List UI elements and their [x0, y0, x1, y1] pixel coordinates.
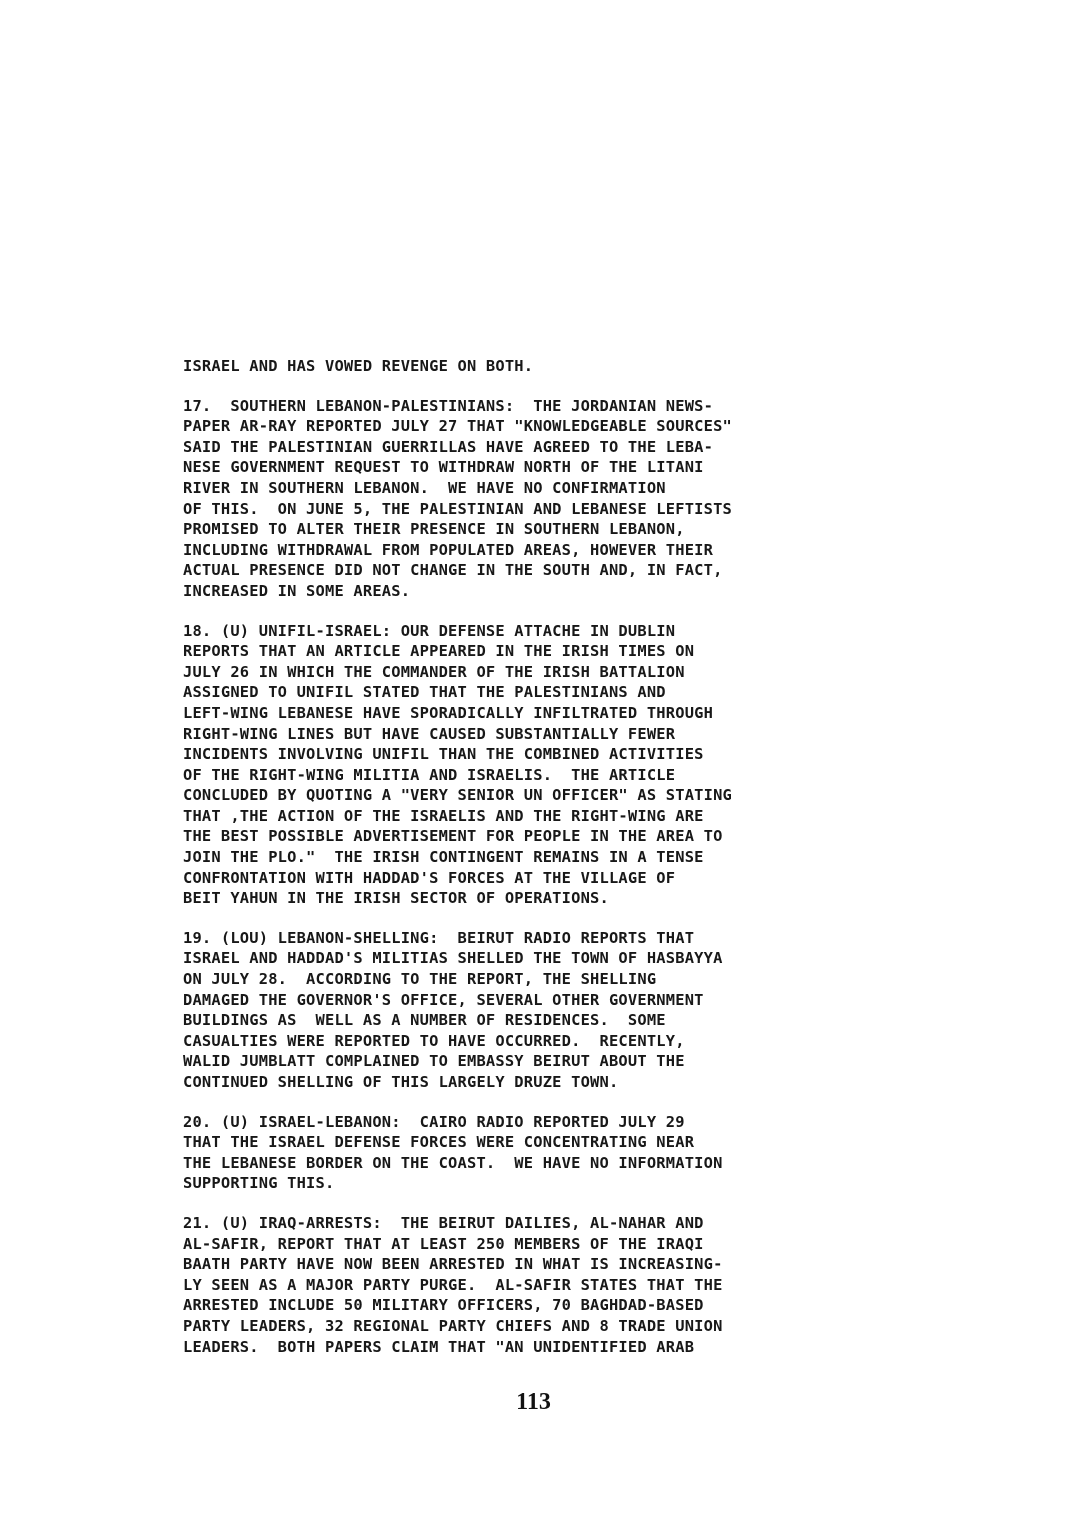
text-line: RIVER IN SOUTHERN LEBANON. WE HAVE NO CONFIRMATION	[183, 478, 666, 497]
text-line: THAT THE ISRAEL DEFENSE FORCES WERE CONCENTRATING NEAR	[183, 1133, 695, 1152]
text-line: 19. (LOU) LEBANON-SHELLING: BEIRUT RADIO REPORTS THAT	[183, 928, 695, 947]
text-line: BUILDINGS AS WELL AS A NUMBER OF RESIDENCES. SOME	[183, 1011, 666, 1030]
paragraph	[183, 928, 873, 1093]
text-line: 18. (U) UNIFIL-ISRAEL: OUR DEFENSE ATTACHE IN DUBLIN	[183, 621, 676, 640]
text-line: ASSIGNED TO UNIFIL STATED THAT THE PALESTINIANS AND	[183, 683, 666, 702]
text-line: 17. SOUTHERN LEBANON-PALESTINIANS: THE JORDANIAN NEWS-	[183, 396, 714, 415]
text-line: BAATH PARTY HAVE NOW BEEN ARRESTED IN WHAT IS INCREASING-	[183, 1255, 723, 1274]
text-line: REPORTS THAT AN ARTICLE APPEARED IN THE IRISH TIMES ON	[183, 642, 695, 661]
text-line: OF THIS. ON JUNE 5, THE PALESTINIAN AND LEBANESE LEFTISTS	[183, 499, 733, 518]
text-line: PARTY LEADERS, 32 REGIONAL PARTY CHIEFS AND 8 TRADE UNION	[183, 1316, 723, 1335]
text-line: ON JULY 28. ACCORDING TO THE REPORT, THE SHELLING	[183, 970, 657, 989]
text-line: INCREASED IN SOME AREAS.	[183, 581, 411, 600]
text-line: THE LEBANESE BORDER ON THE COAST. WE HAVE NO INFORMATION	[183, 1153, 723, 1172]
text-line: LEADERS. BOTH PAPERS CLAIM THAT "AN UNIDENTIFIED ARAB	[183, 1337, 695, 1356]
text-line: ACTUAL PRESENCE DID NOT CHANGE IN THE SOUTH AND, IN FACT,	[183, 561, 723, 580]
text-line: AL-SAFIR, REPORT THAT AT LEAST 250 MEMBERS OF THE IRAQI	[183, 1234, 704, 1253]
text-line: PAPER AR-RAY REPORTED JULY 27 THAT "KNOWLEDGEABLE SOURCES"	[183, 417, 733, 436]
text-line: CASUALTIES WERE REPORTED TO HAVE OCCURRED. RECENTLY,	[183, 1031, 685, 1050]
text-line: INCLUDING WITHDRAWAL FROM POPULATED AREAS, HOWEVER THEIR	[183, 540, 714, 559]
text-line: RIGHT-WING LINES BUT HAVE CAUSED SUBSTANTIALLY FEWER	[183, 724, 676, 743]
text-line: THE BEST POSSIBLE ADVERTISEMENT FOR PEOPLE IN THE AREA TO	[183, 827, 723, 846]
paragraph	[183, 621, 873, 909]
text-line: 20. (U) ISRAEL-LEBANON: CAIRO RADIO REPORTED JULY 29	[183, 1112, 685, 1131]
text-line: ARRESTED INCLUDE 50 MILITARY OFFICERS, 70 BAGHDAD-BASED	[183, 1296, 704, 1315]
text-line: 21. (U) IRAQ-ARRESTS: THE BEIRUT DAILIES, AL-NAHAR AND	[183, 1213, 704, 1232]
text-line: JULY 26 IN WHICH THE COMMANDER OF THE IRISH BATTALION	[183, 662, 685, 681]
text-line: JOIN THE PLO." THE IRISH CONTINGENT REMAINS IN A TENSE	[183, 848, 704, 867]
text-line: SAID THE PALESTINIAN GUERRILLAS HAVE AGREED TO THE LEBA-	[183, 437, 714, 456]
paragraph	[183, 1213, 873, 1357]
text-block	[183, 356, 873, 1357]
text-line: CONTINUED SHELLING OF THIS LARGELY DRUZE TOWN.	[183, 1073, 619, 1091]
text-line: PROMISED TO ALTER THEIR PRESENCE IN SOUTHERN LEBANON,	[183, 520, 685, 539]
text-line: THAT ,THE ACTION OF THE ISRAELIS AND THE RIGHT-WING ARE	[183, 806, 704, 825]
paragraph	[183, 396, 873, 602]
text-line: ISRAEL AND HADDAD'S MILITIAS SHELLED THE TOWN OF HASBAYYA	[183, 949, 723, 968]
text-line: WALID JUMBLATT COMPLAINED TO EMBASSY BEIRUT ABOUT THE	[183, 1052, 685, 1071]
text-line: DAMAGED THE GOVERNOR'S OFFICE, SEVERAL OTHER GOVERNMENT	[183, 990, 704, 1009]
text-line: LY SEEN AS A MAJOR PARTY PURGE. AL-SAFIR STATES THAT THE	[183, 1275, 723, 1294]
page-number: 113	[516, 1389, 551, 1415]
text-line: CONCLUDED BY QUOTING A "VERY SENIOR UN OFFICER" AS STATING	[183, 786, 733, 805]
intro-line: ISRAEL AND HAS VOWED REVENGE ON BOTH.	[183, 357, 534, 375]
text-line: OF THE RIGHT-WING MILITIA AND ISRAELIS. THE ARTICLE	[183, 765, 676, 784]
text-line: SUPPORTING THIS.	[183, 1174, 335, 1193]
text-line: BEIT YAHUN IN THE IRISH SECTOR OF OPERATIONS.	[183, 889, 609, 908]
paragraph	[183, 1112, 873, 1194]
paragraphs	[183, 396, 873, 1358]
text-line: CONFRONTATION WITH HADDAD'S FORCES AT THE VILLAGE OF	[183, 868, 676, 887]
text-line: NESE GOVERNMENT REQUEST TO WITHDRAW NORTH OF THE LITANI	[183, 458, 704, 477]
text-line: LEFT-WING LEBANESE HAVE SPORADICALLY INFILTRATED THROUGH	[183, 703, 714, 722]
text-line: INCIDENTS INVOLVING UNIFIL THAN THE COMBINED ACTIVITIES	[183, 745, 704, 764]
